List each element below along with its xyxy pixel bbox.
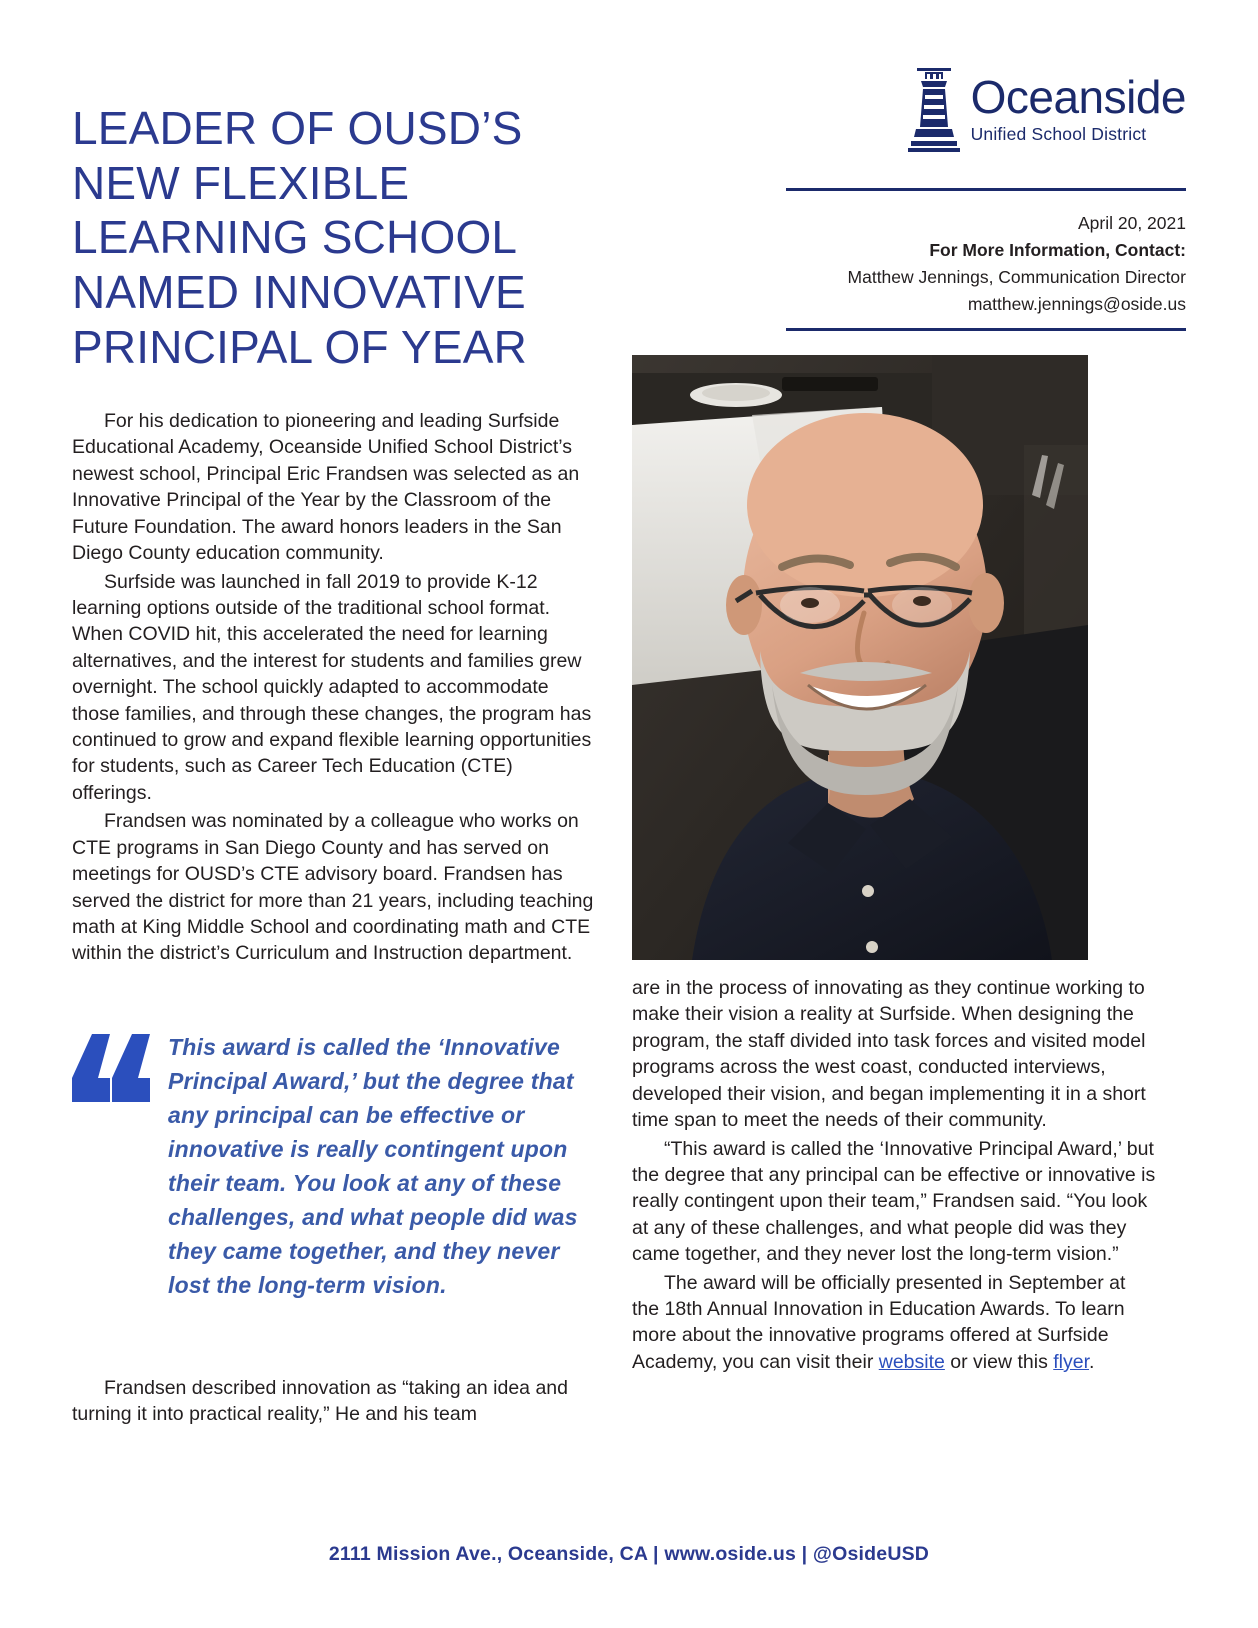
logo-wordmark (971, 62, 1186, 145)
article-column-left (72, 408, 596, 969)
pull-quote-text: This award is called the ‘Innovative Principal Award,’ but the degree that any principal can be effective or innovative is really contingent upon their team. You look at any of these challenges, and what people did was they came together, and they never lost the long-term vision. (168, 1034, 578, 1299)
principal-photo (632, 355, 1088, 960)
divider-top (786, 188, 1186, 191)
flyer-link[interactable]: flyer (1053, 1350, 1090, 1373)
contact-block (786, 210, 1186, 319)
paragraph-7-part1: The award will be officially presented in September at the 18th Annual Innovation in Education Awards. To learn more about the innovative programs offered at Surfside Academy, you can visit their (632, 1271, 1126, 1373)
article-column-left-lower (72, 1375, 596, 1430)
paragraph-1: For his dedication to pioneering and leading Surfside Educational Academy, Oceanside Unified School District’s newest school, Principal Eric Frandsen was selected as an Innovative Principal of the Year by the Classroom of the Future Foundation. The award honors leaders in the San Diego County education community. (72, 410, 580, 565)
paragraph-7-part2: or view this (944, 1350, 1054, 1373)
district-logo (786, 62, 1186, 162)
paragraph-2: Surfside was launched in fall 2019 to provide K-12 learning options outside of the traditional school format. When COVID hit, this accelerated the need for learning alternatives, and the interest for students and families grew overnight. The school quickly adapted to accommodate those families, and through these changes, the program has continued to grow and expand flexible learning opportunities for students, such as Career Tech Education (CTE) offerings. (72, 570, 592, 804)
footer-address: 2111 Mission Ave., Oceanside, CA | www.oside.us | @OsideUSD (328, 1543, 930, 1565)
contact-person: Matthew Jennings, Communication Director (847, 267, 1186, 288)
quotation-mark-icon (72, 1034, 150, 1102)
website-link[interactable]: website (878, 1350, 945, 1373)
paragraph-4: Frandsen described innovation as “taking an idea and turning it into practical reality,” He and his team (72, 1377, 568, 1426)
pull-quote (72, 1030, 596, 1302)
paragraph-6: “This award is called the ‘Innovative Principal Award,’ but the degree that any principal can be effective or innovative is really contingent upon their team,” Frandsen said. “You look at any of these challenges, and what people did was they came together, and they never lost the long-term vision.” (632, 1137, 1156, 1266)
paragraph-5: are in the process of innovating as they continue working to make their vision a reality at Surfside. When designing the program, the staff divided into task forces and visited model programs across the west coast, conducted interviews, developed their vision, and began implementing it in a short time span to meet the needs of their community. (632, 977, 1146, 1132)
paragraph-3: Frandsen was nominated by a colleague who works on CTE programs in San Diego County and has served on meetings for OUSD’s CTE advisory board. Frandsen has served the district for more than 21 years, including teaching math at King Middle School and coordinating math and CTE within the district’s Curriculum and Instruction department. (72, 810, 594, 965)
page-title: LEADER OF OUSD’S NEW FLEXIBLE LEARNING SCHOOL NAMED INNOVATIVE PRINCIPAL OF YEAR (72, 101, 527, 373)
divider-bottom (786, 328, 1186, 331)
logo-name: Oceanside (970, 71, 1186, 123)
paragraph-7 (632, 1270, 1156, 1376)
contact-heading: For More Information, Contact: (929, 240, 1186, 261)
lighthouse-icon (905, 62, 963, 162)
contact-email: matthew.jennings@oside.us (967, 294, 1186, 315)
article-column-right (632, 975, 1156, 1377)
logo-subtitle: Unified School District (970, 124, 1147, 144)
release-date: April 20, 2021 (1078, 213, 1186, 233)
paragraph-7-part3: . (1089, 1350, 1095, 1373)
